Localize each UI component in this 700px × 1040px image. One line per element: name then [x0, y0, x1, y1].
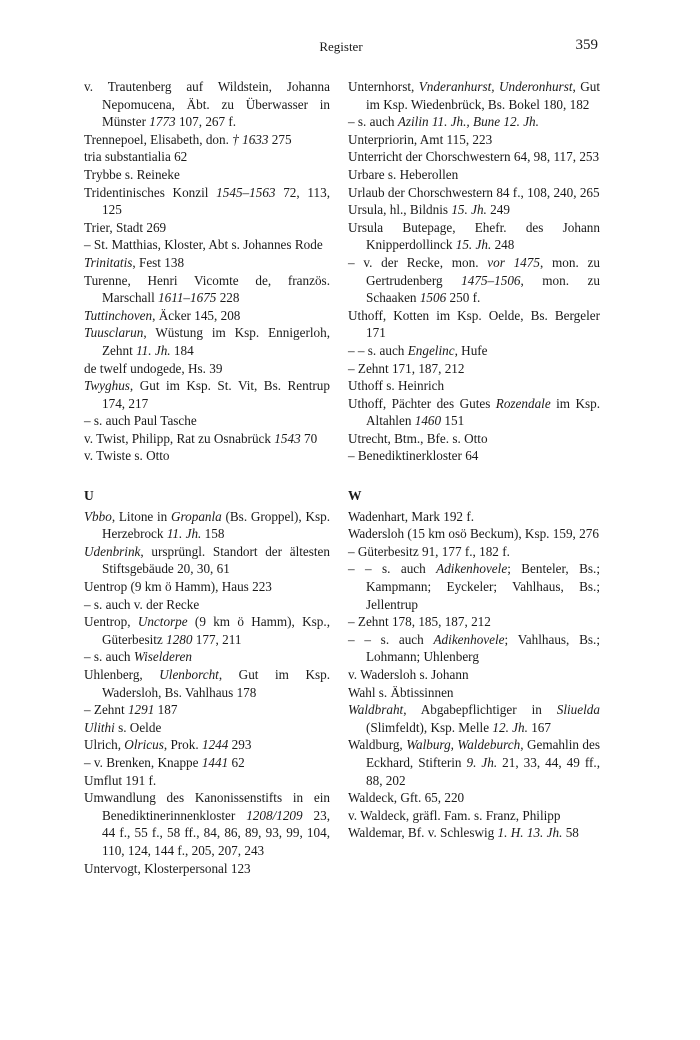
- index-entry: – Güterbesitz 91, 177 f., 182 f.: [348, 543, 510, 559]
- index-entry: Wadersloh (15 km osö Beckum), Ksp. 159, 276: [348, 526, 599, 542]
- entries-u-continued-list: [348, 78, 600, 465]
- index-entry: de twelf undogede, Hs. 39: [84, 360, 223, 376]
- index-entry: Waldburg, Walburg, Waldeburch, Gemahlin des Eckhard, Stifterin 9. Jh. 21, 33, 44, 49 ff., 88, 202: [348, 737, 600, 788]
- index-entry: Uthoff s. Heinrich: [348, 378, 445, 394]
- index-entry: v. Wadersloh s. Johann: [348, 667, 469, 682]
- entries-u-list: [84, 508, 330, 877]
- right-column: [348, 78, 600, 842]
- index-entry: Wahl s. Äbtissinnen: [348, 684, 454, 700]
- index-entry: Unterpriorin, Amt 115, 223: [348, 131, 493, 147]
- index-entry: Utrecht, Btm., Bfe. s. Otto: [348, 430, 488, 446]
- index-entry: – Benediktinerkloster 64: [348, 448, 479, 464]
- index-entry: – – s. auch Adikenhovele; Vahlhaus, Bs.; Lohmann; Uhlenberg: [348, 631, 600, 665]
- index-entry: Urbare s. Heberollen: [348, 166, 459, 182]
- index-entry: Waldbraht, Abgabepflichtiger in Sliuelda (Slimfeldt), Ksp. Melle 12. Jh. 167: [348, 702, 600, 735]
- index-entry: Tuusclarun, Wüstung im Ksp. Ennigerloh, Zehnt 11. Jh. 184: [84, 325, 330, 358]
- index-entry: – s. auch Azilin 11. Jh., Bune 12. Jh.: [348, 114, 539, 130]
- index-entry: – St. Matthias, Kloster, Abt s. Johannes Rode: [84, 237, 323, 253]
- entries-t-list: [84, 78, 330, 465]
- index-entry: – Zehnt 171, 187, 212: [348, 360, 465, 376]
- index-entry: Uentrop, Unctorpe (9 km ö Hamm), Ksp., Güterbesitz 1280 177, 211: [84, 614, 330, 647]
- section-letter-u: U: [84, 488, 94, 504]
- page-header: [84, 37, 598, 57]
- index-entry: v. Twiste s. Otto: [84, 448, 170, 464]
- index-entry: – v. der Recke, mon. vor 1475, mon. zu Gertrudenberg 1475–1506, mon. zu Schaaken 1506 250 f.: [348, 254, 600, 306]
- section-gap: [348, 465, 600, 487]
- index-entry: Ursula Butepage, Ehefr. des Johann Knipperdollinck 15. Jh. 248: [348, 219, 600, 253]
- index-entry: – s. auch Wiselderen: [84, 649, 192, 665]
- index-entry: – – s. auch Engelinc, Hufe: [348, 342, 488, 358]
- index-entry: Udenbrink, ursprüngl. Standort der ältesten Stiftsgebäude 20, 30, 61: [84, 543, 330, 577]
- running-title: Register: [319, 39, 363, 54]
- index-entry: Uthoff, Pächter des Gutes Rozendale im Ksp. Altahlen 1460 151: [348, 395, 600, 429]
- index-entry: Urlaub der Chorschwestern 84 f., 108, 240, 265: [348, 184, 600, 200]
- index-entry: v. Waldeck, gräfl. Fam. s. Franz, Philipp: [348, 807, 561, 823]
- index-entry: Trier, Stadt 269: [84, 219, 167, 235]
- page-number: 359: [575, 37, 598, 53]
- index-entry: Tridentinisches Konzil 1545–1563 72, 113, 125: [84, 184, 330, 218]
- index-entry: Untervogt, Klosterpersonal 123: [84, 860, 251, 876]
- index-entry: Trybbe s. Reineke: [84, 166, 180, 182]
- index-entry: – Zehnt 178, 185, 187, 212: [348, 614, 491, 630]
- index-entry: – Zehnt 1291 187: [84, 702, 178, 718]
- index-entry: Vbbo, Litone in Gropanla (Bs. Groppel), Ksp. Herzebrock 11. Jh. 158: [84, 508, 330, 542]
- index-entry: Trennepoel, Elisabeth, don. † 1633 275: [84, 131, 292, 147]
- index-entry: v. Twist, Philipp, Rat zu Osnabrück 1543 70: [84, 430, 318, 446]
- index-entry: Ursula, hl., Bildnis 15. Jh. 249: [348, 202, 510, 218]
- index-entry: – s. auch v. der Recke: [84, 596, 200, 612]
- index-entry: Ulrich, Olricus, Prok. 1244 293: [84, 737, 252, 753]
- section-gap: [84, 465, 330, 487]
- index-entry: Uthoff, Kotten im Ksp. Oelde, Bs. Bergeler 171: [348, 307, 600, 341]
- index-entry: Waldemar, Bf. v. Schleswig 1. H. 13. Jh. 58: [348, 825, 579, 841]
- index-entry: – v. Brenken, Knappe 1441 62: [84, 754, 245, 770]
- index-entry: Uentrop (9 km ö Hamm), Haus 223: [84, 579, 272, 595]
- index-entry: tria substantialia 62: [84, 149, 188, 165]
- index-entry: v. Trautenberg auf Wildstein, Johanna Nepomucena, Äbt. zu Überwasser in Münster 1773 107, 267 f.: [84, 79, 330, 130]
- index-entry: Unternhorst, Vnderanhurst, Underonhurst, Gut im Ksp. Wiedenbrück, Bs. Bokel 180, 182: [348, 79, 600, 112]
- index-entry: – s. auch Paul Tasche: [84, 413, 197, 429]
- index-entry: Twyghus, Gut im Ksp. St. Vit, Bs. Rentrup 174, 217: [84, 378, 330, 411]
- index-entry: Turenne, Henri Vicomte de, französ. Marschall 1611–1675 228: [84, 272, 330, 306]
- index-entry: – – s. auch Adikenhovele; Benteler, Bs.; Kampmann; Eyckeler; Vahlhaus, Bs.; Jellentrup: [348, 561, 600, 612]
- index-entry: Umflut 191 f.: [84, 772, 157, 788]
- index-entry: Ulithi s. Oelde: [84, 719, 162, 735]
- index-entry: Wadenhart, Mark 192 f.: [348, 508, 475, 524]
- index-entry: Uhlenberg, Ulenborcht, Gut im Ksp. Wadersloh, Bs. Vahlhaus 178: [84, 667, 330, 700]
- entries-w-list: [348, 508, 600, 842]
- index-entry: Unterricht der Chorschwestern 64, 98, 117, 253: [348, 149, 600, 165]
- index-entry: Waldeck, Gft. 65, 220: [348, 790, 465, 806]
- index-entry: Tuttinchoven, Äcker 145, 208: [84, 307, 241, 323]
- left-column: [84, 78, 330, 877]
- index-entry: Trinitatis, Fest 138: [84, 254, 185, 270]
- section-letter-w: W: [348, 488, 362, 504]
- index-entry: Umwandlung des Kanonissenstifts in ein Benediktinerinnenkloster 1208/1209 23, 44 f., 55 f., 58 ff., 84, 86, 89, 93, 99, 104, 110, 124, 144 f., 205, 207, 243: [84, 790, 330, 858]
